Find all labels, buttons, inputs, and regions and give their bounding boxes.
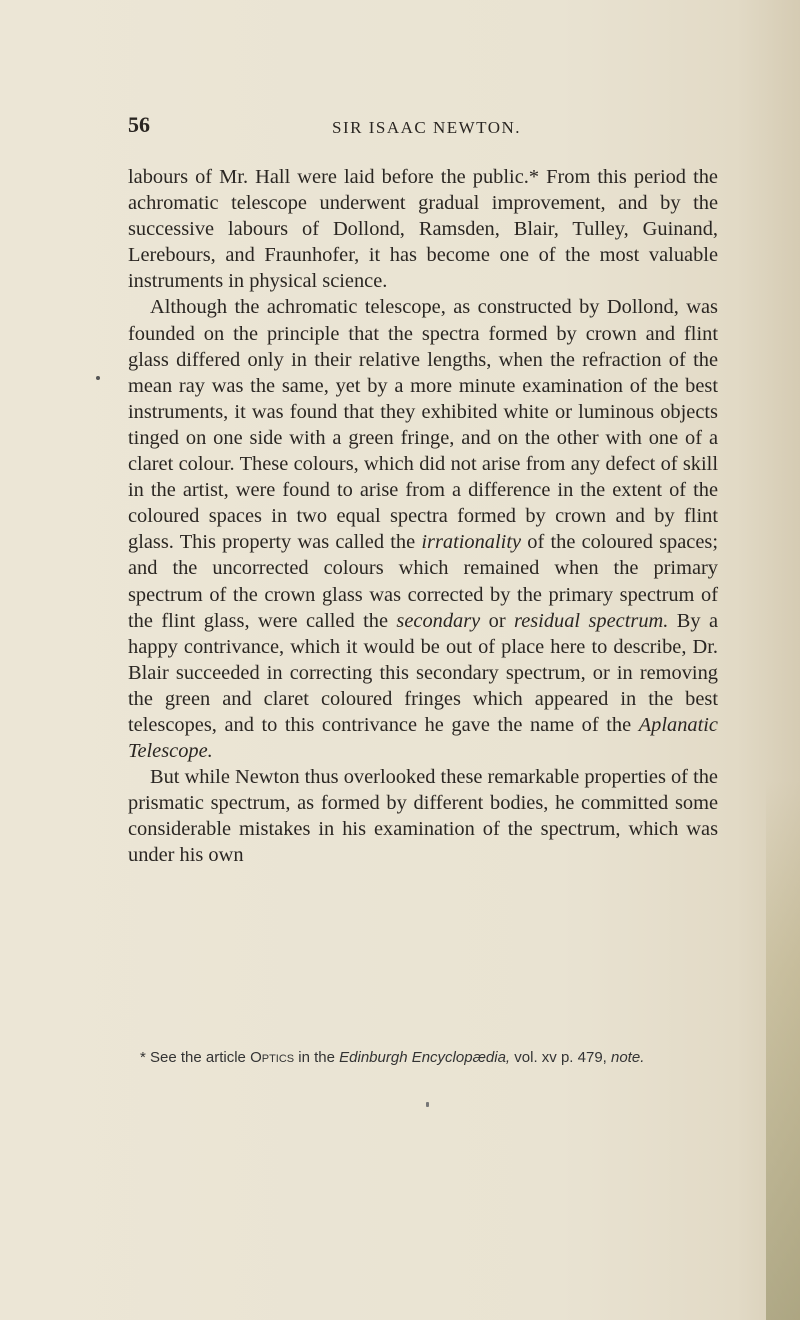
italic-text: Aplanatic Telescope. xyxy=(128,713,718,763)
italic-text: Edinburgh Encyclopædia, xyxy=(339,1049,511,1066)
text-run: vol. xv p. 479, xyxy=(510,1049,611,1066)
text-run: or xyxy=(480,609,515,632)
margin-mark xyxy=(96,376,100,380)
italic-text: note. xyxy=(611,1049,645,1066)
text-run: But while Newton thus overlooked these remarkable properties of the prismatic spectrum, as formed by different bodies, he committed some considerable mistakes in his examination of the spectrum, which was under his own xyxy=(128,766,718,867)
italic-text: residual spectrum. xyxy=(514,609,669,632)
text-run: labours of Mr. Hall were laid before the public.* From this period the achromatic telescope underwent gradual improvement, and by the successive labours of Dollond, Ramsden, Blair, Tulley, Guinand, Lerebours, and Fraunhofer, it has become one of the most valuable instruments in physical science. xyxy=(128,166,718,293)
text-run: in the xyxy=(294,1049,340,1066)
paragraph xyxy=(128,764,718,868)
page-number: 56 xyxy=(128,112,150,137)
italic-text: irrationality xyxy=(421,531,522,554)
footnote-text xyxy=(128,1048,718,1068)
running-head: SIR ISAAC NEWTON. xyxy=(332,118,522,137)
text-run: * See the article xyxy=(140,1049,251,1066)
body-text xyxy=(128,164,718,869)
small-caps-text: Optics xyxy=(250,1049,295,1066)
paragraph xyxy=(128,164,718,294)
ink-speck xyxy=(426,1102,429,1107)
paragraph xyxy=(128,294,718,764)
page-header xyxy=(120,112,720,142)
text-run: By a happy contrivance, which it would be out of place here to describe, Dr. Blair succeeded in correcting this secondary spectrum, or in removing the green and claret coloured fringes which appeared in the best telescopes, and to this contrivance he gave the name of the xyxy=(128,609,719,736)
text-run: of the coloured spaces; and the uncorrected colours which remained when the primary spectrum of the crown glass was corrected by the primary spectrum of the flint glass, were called the xyxy=(128,531,718,632)
page-edge-stain xyxy=(766,780,800,1320)
footnote xyxy=(128,1048,718,1068)
italic-text: secondary xyxy=(396,609,481,632)
text-run: Although the achromatic telescope, as constructed by Dollond, was founded on the principle that the spectra formed by crown and flint glass differed only in their relative lengths, when the refraction of the mean ray was the same, yet by a more minute examination of the best instruments, it was found that they exhibited white or luminous objects tinged on one side with a green fringe, and on the other with one of a claret colour. These colours, which did not arise from any defect of skill in the artist, were found to arise from a difference in the extent of the coloured spaces in two equal spectra formed by crown and by flint glass. This property was called the xyxy=(128,296,718,554)
